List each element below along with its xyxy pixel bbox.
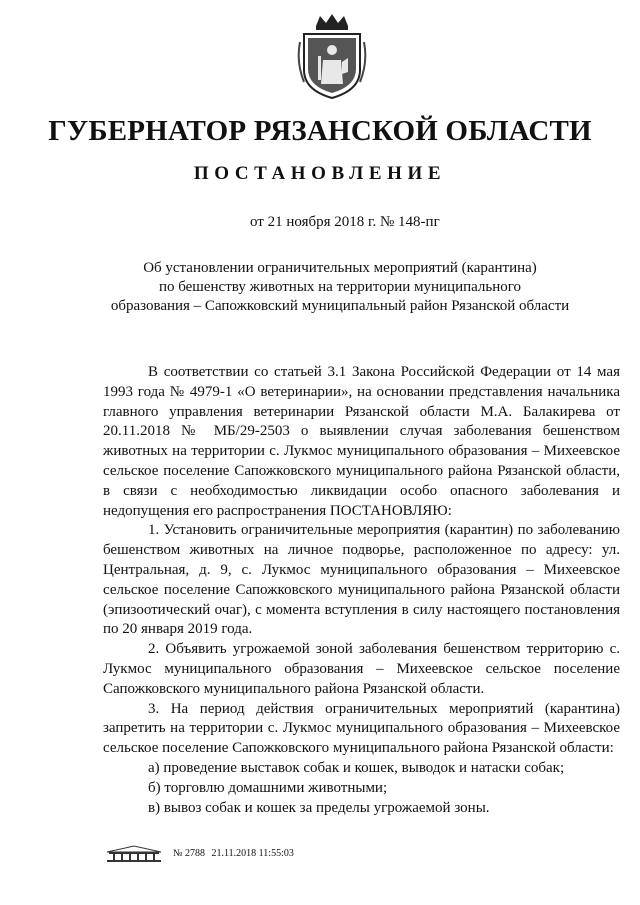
clause-1: 1. Установить ограничительные мероприятия (карантин) по заболеванию бешенством животных на личное подворье, расположенное по адресу: ул. Центральная, д. 9, с. Лукмос муниципального образования – Михеевское сельское поселение Сапожковского муниципального района Рязанской области (эпизоотический очаг), с момента вступления в силу настоящего постановления по 20 января 2019 года.: [103, 522, 620, 638]
clause-3-sub-a: а) проведение выставок собак и кошек, выводок и натаски собак;: [148, 759, 565, 776]
document-type: ПОСТАНОВЛЕНИЕ: [193, 163, 447, 184]
subject-line: образования – Сапожковский муниципальный район Рязанской области: [110, 298, 570, 314]
clause-2: 2. Объявить угрожаемой зоной заболевания бешенством территорию с. Лукмос муниципального образования – Михеевское сельское поселение Сапожковского муниципального района Рязанской области.: [103, 641, 620, 697]
decree-date-number: от 21 ноября 2018 г. № 148-пг: [250, 214, 440, 230]
clause-3-sub-b: б) торговлю домашними животными;: [148, 779, 388, 796]
ryazan-coat-of-arms-icon: [296, 12, 368, 100]
registry-building-stamp-icon: [103, 844, 165, 864]
decree-subject: [110, 259, 570, 316]
decree-body: [103, 363, 620, 818]
registration-stamp-text: [173, 848, 298, 860]
subject-line: Об установлении ограничительных мероприятий (карантина): [143, 260, 537, 276]
preamble-paragraph: В соответствии со статьей 3.1 Закона Российской Федерации от 14 мая 1993 года № 4979-1 «О ветеринарии», на основании представления начальника главного управления ветеринарии Рязанской области М.А. Балакирева от 20.11.2018 № МБ/29-2503 о выявлении случая заболевания бешенством животных на территории с. Лукмос муниципального образования – Михеевское сельское поселение Сапожковского муниципального района Рязанской области, в связи с необходимостью ликвидации особо опасного заболевания и недопущения его распространения ПОСТАНОВЛЯЮ:: [103, 364, 620, 519]
clause-3: 3. На период действия ограничительных мероприятий (карантина) запретить на территории с. Лукмос муниципального образования – Михеевское сельское поселение Сапожковского муниципального района Рязанской области:: [103, 700, 620, 757]
registration-footer: [103, 843, 298, 865]
registration-number: № 2788: [173, 848, 206, 859]
clause-3-sub-c: в) вывоз собак и кошек за пределы угрожаемой зоны.: [148, 799, 490, 816]
governor-title: ГУБЕРНАТОР РЯЗАНСКОЙ ОБЛАСТИ: [48, 115, 592, 147]
registration-timestamp: 21.11.2018 11:55:03: [211, 848, 294, 859]
subject-line: по бешенству животных на территории муниципального: [158, 279, 522, 295]
